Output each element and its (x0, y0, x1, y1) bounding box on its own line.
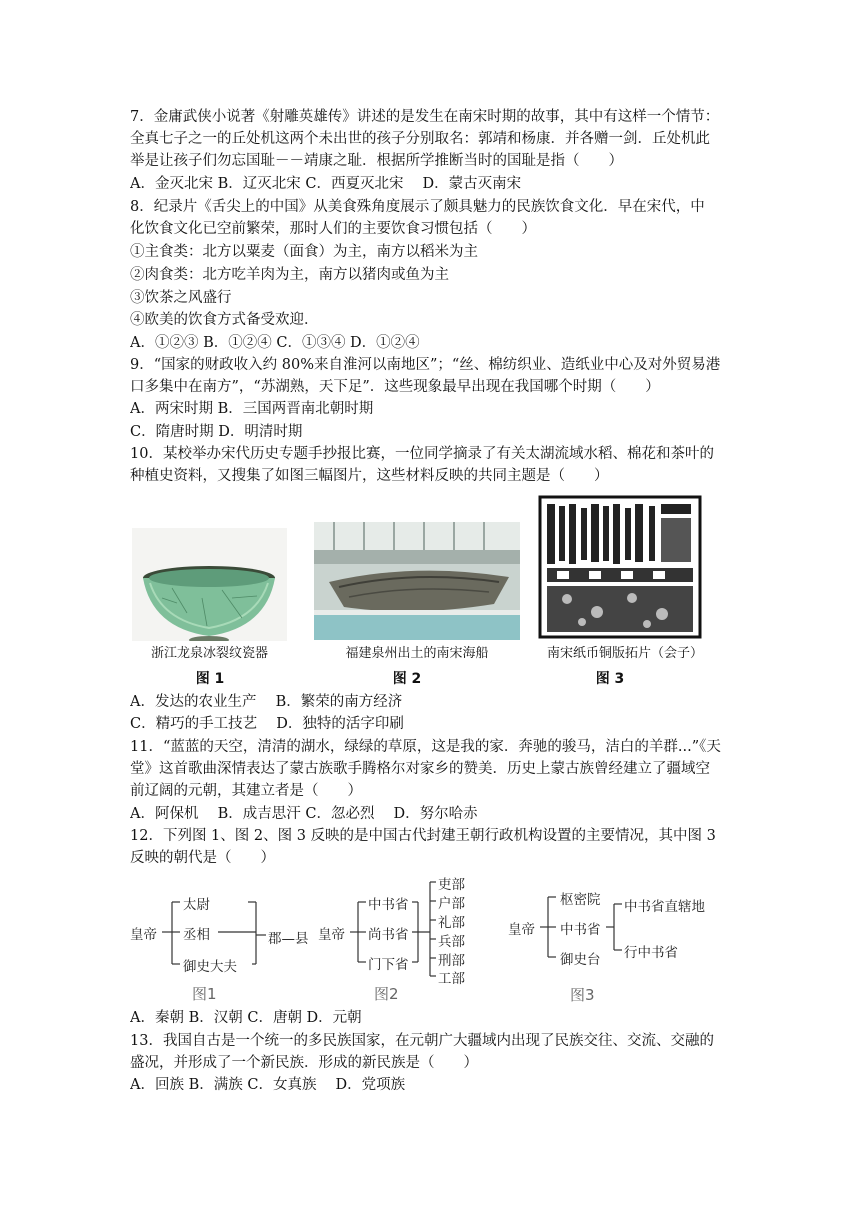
q11-options: A．阿保机 B．成吉思汗 C．忽必烈 D．努尔哈赤 (130, 806, 478, 822)
d2-shangshu: 尚书省 (368, 927, 409, 943)
q13-line2: 盛况，并形成了一个新民族．形成的新民族是（ ） (130, 1055, 478, 1071)
d2-zhongshu: 中书省 (368, 897, 409, 913)
diagram-3-yuan (508, 882, 718, 1007)
d2-menxia: 门下省 (368, 957, 409, 973)
q12-line1: 12．下列图 1、图 2、图 3 反映的是中国古代封建王朝行政机构设置的主要情况，其中图 3 (130, 828, 716, 844)
q8-item4: ④欧美的饮食方式备受欢迎． (130, 312, 319, 328)
figure-3-caption: 南宋纸币铜版拓片（会子） (546, 646, 703, 661)
q11-line3: 前辽阔的元朝，其建立者是（ ） (130, 783, 362, 799)
q11-line2: 堂》这首歌曲深情表达了蒙古族歌手腾格尔对家乡的赞美．历史上蒙古族曾经建立了疆域空 (130, 761, 710, 777)
q8-item2: ②肉食类：北方吃羊肉为主，南方以猪肉或鱼为主 (130, 267, 449, 283)
q12-options: A．秦朝 B．汉朝 C．唐朝 D．元朝 (130, 1010, 362, 1026)
q10-line1: 10．某校举办宋代历史专题手抄报比赛，一位同学摘录了有关太湖流域水稻、棉花和茶叶的 (130, 446, 714, 462)
q8-line1: 8．纪录片《舌尖上的中国》从美食殊角度展示了颇具魅力的民族饮食文化．早在宋代，中 (130, 199, 705, 215)
q12-line2: 反映的朝代是（ ） (130, 850, 275, 866)
d3-yushitai: 御史台 (560, 952, 601, 968)
q9-line1: 9．“国家的财政收入约 80%来自淮河以南地区”；“丝、棉纺织业、造纸业中心及对外贸易港 (130, 357, 721, 373)
d2-emperor: 皇帝 (318, 927, 345, 943)
figure-3-label: 图 3 (595, 671, 625, 687)
q9-options1: A．两宋时期 B．三国两晋南北朝时期 (130, 401, 374, 417)
q8-options: A．①②③ B．①②④ C．①③④ D．①②④ (130, 335, 420, 351)
q7-line2: 全真七子之一的丘处机这两个未出世的孩子分别取名：郭靖和杨康．并各赠一剑．丘处机此 (130, 131, 710, 147)
d3-province: 行中书省 (624, 945, 678, 961)
d3-label: 图3 (570, 986, 595, 1004)
diagram-1-qin-han (130, 880, 320, 1005)
d2-dept-1: 吏部 (438, 877, 465, 893)
d1-taiwei: 太尉 (183, 897, 210, 913)
q10-options2: C．精巧的手工技艺 D．独特的活字印刷 (130, 716, 404, 732)
figure-1-label: 图 1 (195, 671, 225, 687)
d2-dept-5: 刑部 (438, 953, 465, 969)
d1-commandery-county: 郡—县 (268, 931, 309, 947)
q9-line2: 口多集中在南方”，“苏湖熟，天下足”．这些现象最早出现在我国哪个时期（ ） (130, 379, 660, 395)
d3-zhongshu: 中书省 (560, 922, 601, 938)
d2-dept-2: 户部 (438, 896, 465, 912)
q8-line2: 化饮食文化已空前繁荣，那时人们的主要饮食习惯包括（ ） (130, 221, 536, 237)
q10-line2: 种植史资料，又搜集了如图三幅图片，这些材料反映的共同主题是（ ） (130, 468, 609, 484)
q11-line1: 11．“蓝蓝的天空，清清的湖水，绿绿的草原，这是我的家．奔驰的骏马，洁白的羊群...”《天 (130, 739, 721, 755)
d1-emperor: 皇帝 (130, 927, 157, 943)
d2-dept-4: 兵部 (438, 934, 465, 950)
d2-dept-6: 工部 (438, 971, 465, 987)
q13-line1: 13．我国自古是一个统一的多民族国家，在元朝广大疆域内出现了民族交往、交流、交融的 (130, 1033, 714, 1049)
d2-label: 图2 (374, 985, 399, 1003)
figure-2-label: 图 2 (392, 671, 422, 687)
q10-options1: A．发达的农业生产 B．繁荣的南方经济 (130, 694, 403, 710)
d3-direct-area: 中书省直辖地 (624, 899, 705, 915)
figure-2-ship-image (314, 522, 520, 640)
d1-yushidafu: 御史大夫 (183, 959, 237, 975)
song-ship-illustration (314, 522, 520, 640)
q7-line3: 举是让孩子们勿忘国耻－－靖康之耻．根据所学推断当时的国耻是指（ ） (130, 153, 623, 169)
q13-options: A．回族 B．满族 C．女真族 D．党项族 (130, 1077, 406, 1093)
q7-options: A．金灭北宋 B．辽灭北宋 C．西夏灭北宋 D．蒙古灭南宋 (130, 176, 522, 192)
d2-dept-3: 礼部 (438, 915, 465, 931)
diagram-2-tang (318, 872, 498, 1007)
d1-chengxiang: 丞相 (183, 927, 210, 943)
d3-shumiyuan: 枢密院 (560, 892, 601, 908)
huizi-banknote-rubbing (537, 494, 703, 640)
d1-label: 图1 (192, 985, 217, 1003)
q7-line1: 7．金庸武侠小说著《射雕英雄传》讲述的是发生在南宋时期的故事，其中有这样一个情节： (130, 109, 720, 125)
figure-3-banknote-image (537, 494, 703, 640)
q8-item1: ①主食类：北方以粟麦（面食）为主，南方以稻米为主 (130, 244, 478, 260)
figure-2-caption: 福建泉州出土的南宋海船 (345, 646, 489, 661)
q9-options2: C．隋唐时期 D．明清时期 (130, 424, 303, 440)
d3-emperor: 皇帝 (508, 922, 535, 938)
q8-item3: ③饮茶之风盛行 (130, 290, 232, 306)
figure-1-caption: 浙江龙泉冰裂纹瓷器 (150, 646, 268, 661)
